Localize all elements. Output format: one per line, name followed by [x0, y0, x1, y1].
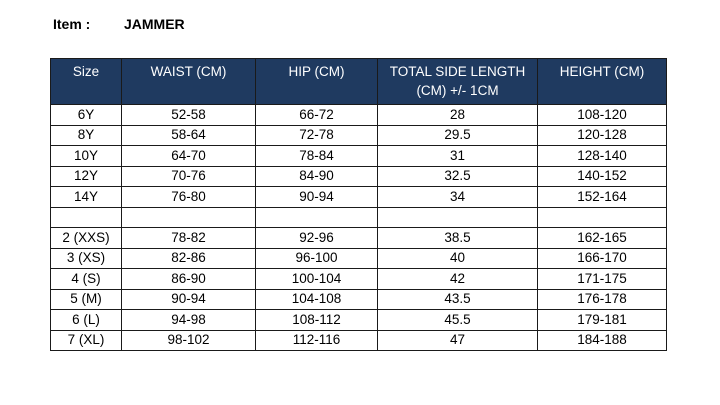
header-hip: HIP (CM) [256, 59, 378, 105]
table-header-row [51, 59, 667, 105]
header-waist: WAIST (CM) [122, 59, 256, 105]
cell-total-side-length: 31 [378, 146, 538, 167]
cell-size: 4 (S) [51, 269, 122, 290]
cell-hip: 112-116 [256, 330, 378, 351]
table-row [51, 187, 667, 208]
cell-waist: 82-86 [122, 248, 256, 269]
cell-height: 179-181 [538, 310, 667, 331]
cell-total-side-length: 32.5 [378, 166, 538, 187]
cell-total-side-length: 45.5 [378, 310, 538, 331]
cell-waist: 86-90 [122, 269, 256, 290]
cell-waist: 52-58 [122, 105, 256, 126]
cell-hip: 108-112 [256, 310, 378, 331]
cell-height: 120-128 [538, 125, 667, 146]
cell-waist: 58-64 [122, 125, 256, 146]
cell-hip: 96-100 [256, 248, 378, 269]
cell-waist: 98-102 [122, 330, 256, 351]
cell-total-side-length: 29.5 [378, 125, 538, 146]
cell-waist: 78-82 [122, 228, 256, 249]
header-size: Size [51, 59, 122, 105]
cell-total-side-length: 47 [378, 330, 538, 351]
item-label: Item : [53, 16, 91, 32]
item-value: JAMMER [124, 16, 185, 32]
table-row [51, 166, 667, 187]
cell-height: 171-175 [538, 269, 667, 290]
table-row [51, 289, 667, 310]
cell-height: 166-170 [538, 248, 667, 269]
cell-size: 6Y [51, 105, 122, 126]
table-row [51, 146, 667, 167]
cell-hip: 104-108 [256, 289, 378, 310]
cell-total-side-length: 42 [378, 269, 538, 290]
table-row [51, 125, 667, 146]
cell-total-side-length: 38.5 [378, 228, 538, 249]
cell-size: 14Y [51, 187, 122, 208]
cell-size: 10Y [51, 146, 122, 167]
cell-size: 7 (XL) [51, 330, 122, 351]
cell-hip: 66-72 [256, 105, 378, 126]
cell-hip: 92-96 [256, 228, 378, 249]
cell-size: 3 (XS) [51, 248, 122, 269]
cell-hip: 100-104 [256, 269, 378, 290]
table-row [51, 228, 667, 249]
table-row [51, 105, 667, 126]
cell-size: 12Y [51, 166, 122, 187]
cell-height: 184-188 [538, 330, 667, 351]
cell-waist: 64-70 [122, 146, 256, 167]
cell-waist: 90-94 [122, 289, 256, 310]
cell-hip: 84-90 [256, 166, 378, 187]
cell-height: 128-140 [538, 146, 667, 167]
cell-total-side-length: 43.5 [378, 289, 538, 310]
cell-total-side-length: 40 [378, 248, 538, 269]
cell-total-side-length [378, 207, 538, 228]
size-chart-table [50, 58, 667, 351]
cell-height: 140-152 [538, 166, 667, 187]
cell-hip [256, 207, 378, 228]
cell-hip: 72-78 [256, 125, 378, 146]
cell-waist: 70-76 [122, 166, 256, 187]
item-line [53, 16, 185, 32]
cell-size: 8Y [51, 125, 122, 146]
cell-height: 176-178 [538, 289, 667, 310]
table-row [51, 310, 667, 331]
cell-size [51, 207, 122, 228]
cell-total-side-length: 28 [378, 105, 538, 126]
cell-waist: 76-80 [122, 187, 256, 208]
cell-total-side-length: 34 [378, 187, 538, 208]
cell-waist: 94-98 [122, 310, 256, 331]
cell-waist [122, 207, 256, 228]
cell-hip: 78-84 [256, 146, 378, 167]
table-row [51, 269, 667, 290]
table-row [51, 330, 667, 351]
table-row [51, 248, 667, 269]
header-total-side-length: TOTAL SIDE LENGTH (CM) +/- 1CM [378, 59, 538, 105]
header-height: HEIGHT (CM) [538, 59, 667, 105]
cell-height [538, 207, 667, 228]
cell-size: 2 (XXS) [51, 228, 122, 249]
cell-height: 108-120 [538, 105, 667, 126]
cell-size: 6 (L) [51, 310, 122, 331]
cell-height: 162-165 [538, 228, 667, 249]
cell-hip: 90-94 [256, 187, 378, 208]
cell-size: 5 (M) [51, 289, 122, 310]
cell-height: 152-164 [538, 187, 667, 208]
table-row [51, 207, 667, 228]
